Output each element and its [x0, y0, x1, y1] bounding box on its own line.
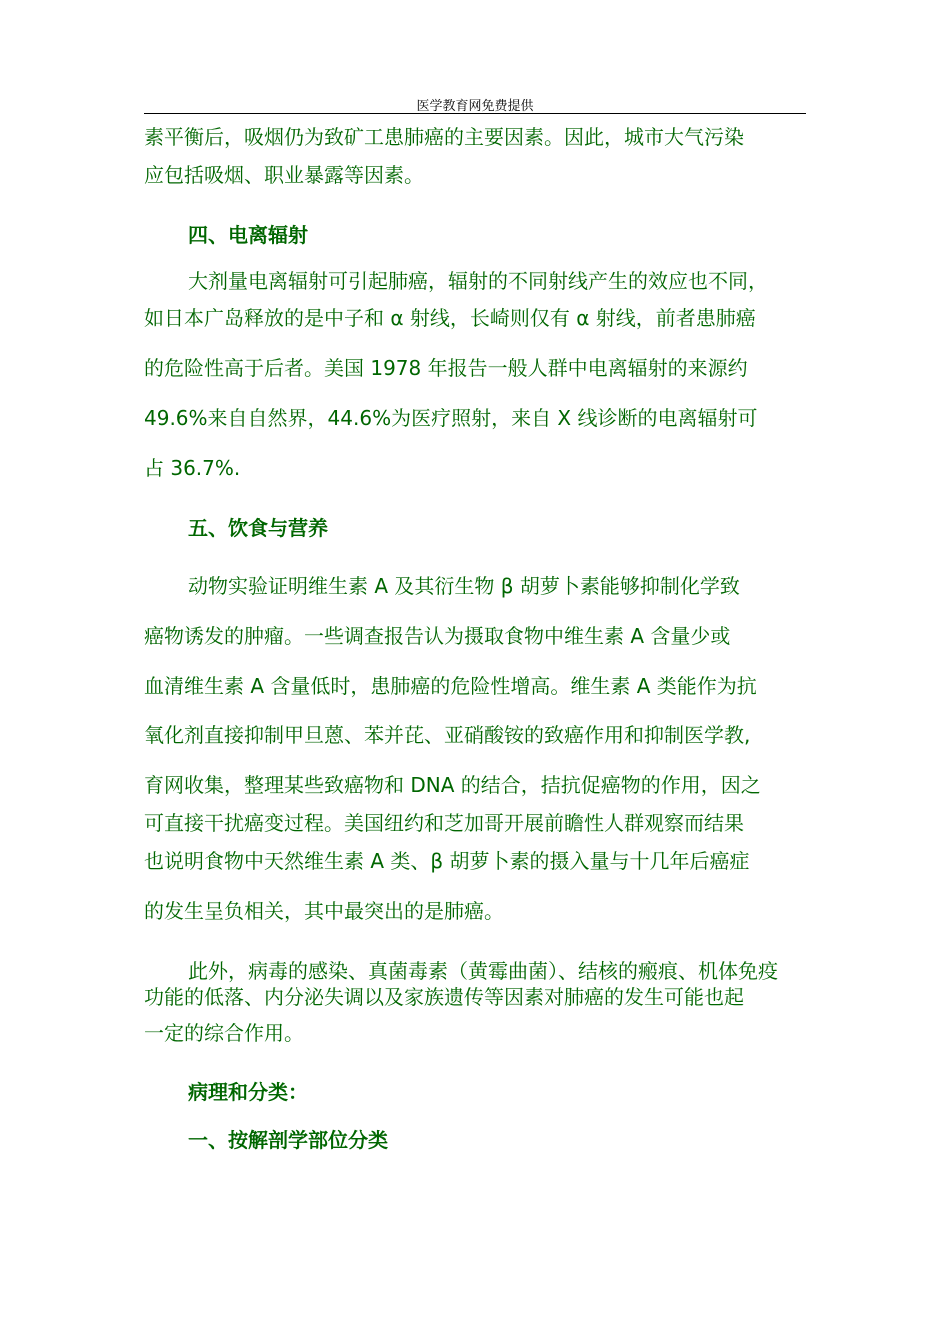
body-line: 一定的综合作用。 [144, 1021, 304, 1045]
header-divider [144, 113, 806, 114]
body-line: 如日本广岛释放的是中子和 α 射线，长崎则仅有 α 射线，前者患肺癌 [144, 306, 756, 330]
body-line: 应包括吸烟、职业暴露等因素。 [144, 163, 424, 187]
section-heading-pathology-classification: 病理和分类： [188, 1080, 308, 1104]
body-line: 大剂量电离辐射可引起肺癌，辐射的不同射线产生的效应也不同， [188, 269, 768, 293]
body-line: 的发生呈负相关，其中最突出的是肺癌。 [144, 899, 504, 923]
body-line: 素平衡后，吸烟仍为致矿工患肺癌的主要因素。因此，城市大气污染 [144, 125, 744, 149]
body-line: 癌物诱发的肿瘤。一些调查报告认为摄取食物中维生素 A 含量少或 [144, 624, 731, 648]
body-line: 此外，病毒的感染、真菌毒素（黄霉曲菌）、结核的瘢痕、机体免疫 [188, 959, 778, 983]
body-line: 49.6%来自自然界，44.6%为医疗照射，来自 X 线诊断的电离辐射可 [144, 406, 758, 430]
page-header-title: 医学教育网免费提供 [416, 99, 534, 114]
body-line: 氧化剂直接抑制甲旦蒽、苯并芘、亚硝酸铵的致癌作用和抑制医学教, [144, 723, 751, 747]
body-line: 动物实验证明维生素 A 及其衍生物 β 胡萝卜素能够抑制化学致 [188, 574, 740, 598]
section-heading-diet-nutrition: 五、饮食与营养 [188, 516, 328, 540]
body-line: 功能的低落、内分泌失调以及家族遗传等因素对肺癌的发生可能也起 [144, 985, 744, 1009]
body-line: 血清维生素 A 含量低时，患肺癌的危险性增高。维生素 A 类能作为抗 [144, 674, 757, 698]
body-line: 占 36.7%. [144, 456, 241, 480]
body-line: 可直接干扰癌变过程。美国纽约和芝加哥开展前瞻性人群观察而结果 [144, 811, 744, 835]
section-heading-ionizing-radiation: 四、电离辐射 [188, 223, 308, 247]
body-line: 也说明食物中天然维生素 A 类、β 胡萝卜素的摄入量与十几年后癌症 [144, 849, 750, 873]
body-line: 育网收集，整理某些致癌物和 DNA 的结合，拮抗促癌物的作用，因之 [144, 773, 761, 797]
section-heading-anatomical-classification: 一、按解剖学部位分类 [188, 1128, 388, 1152]
body-line: 的危险性高于后者。美国 1978 年报告一般人群中电离辐射的来源约 [144, 356, 748, 380]
